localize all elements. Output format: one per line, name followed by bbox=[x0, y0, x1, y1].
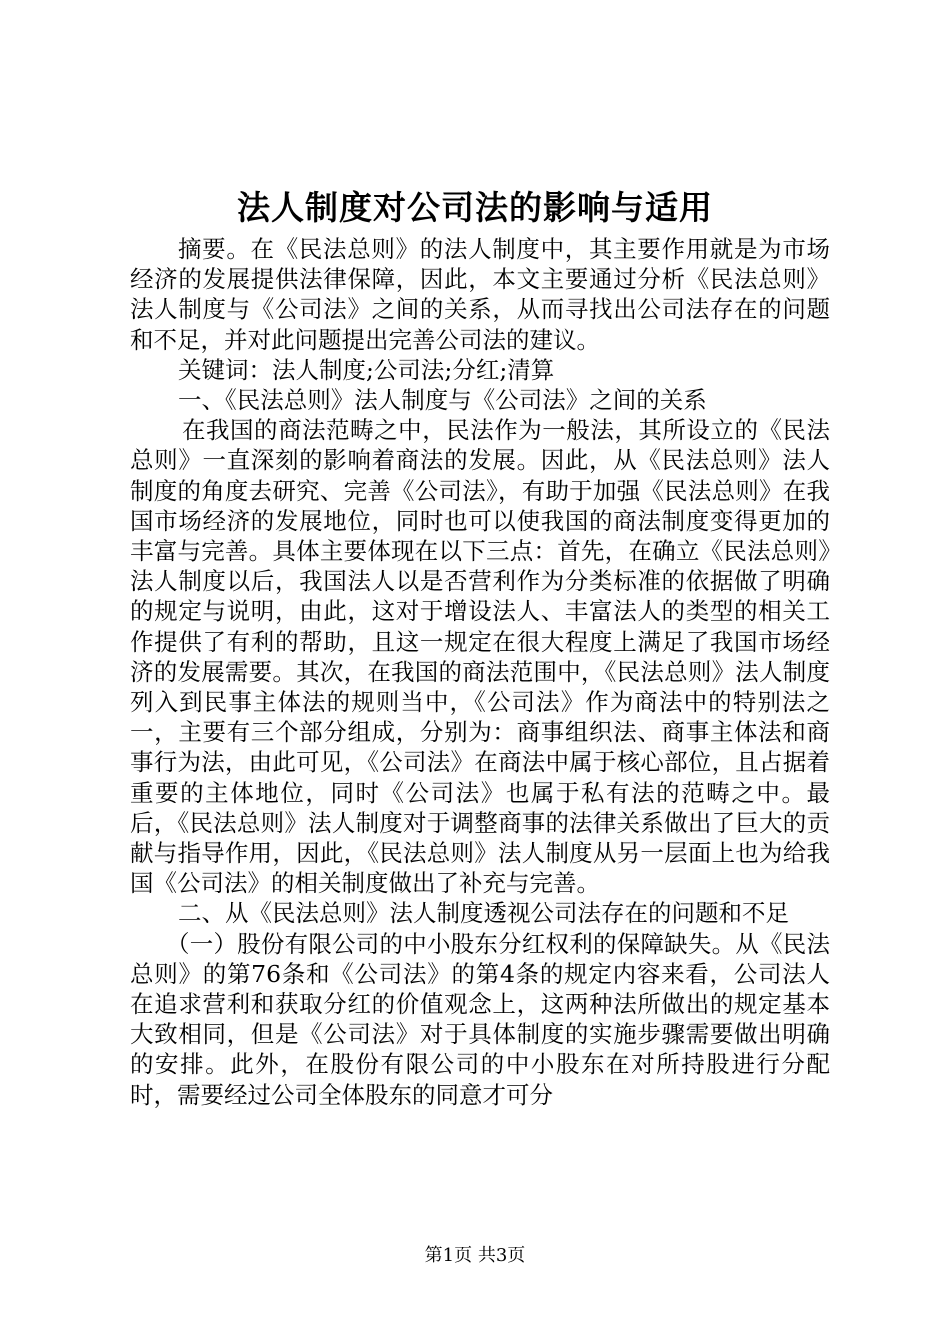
abstract-paragraph: 摘要。在《民法总则》的法人制度中，其主要作用就是为市场经济的发展提供法律保障，因此，本文主要通过分析《民法总则》法人制度与《公司法》之间的关系，从而寻找出公司法存在的问题和不足，并对此问题提出完善公司法的建议。 bbox=[130, 235, 830, 354]
document-body bbox=[130, 234, 830, 1110]
document-title: 法人制度对公司法的影响与适用 bbox=[237, 188, 713, 227]
section-heading-1: 一、《民法总则》法人制度与《公司法》之间的关系 bbox=[178, 386, 707, 415]
body-paragraph-2: （一）股份有限公司的中小股东分红权利的保障缺失。从《民法总则》的第76条和《公司法》的第4条的规定内容来看，公司法人在追求营利和获取分红的价值观念上，这两种法所做出的规定基本大致相同，但是《公司法》对于具体制度的实施步骤需要做出明确的安排。此外，在股份有限公司的中小股东在对所持股进行分配时，需要经过公司全体股东的同意才可分 bbox=[130, 929, 830, 1109]
page-number-footer: 第1页 共3页 bbox=[424, 1245, 526, 1266]
section-heading-2: 二、从《民法总则》法人制度透视公司法存在的问题和不足 bbox=[178, 899, 789, 928]
keywords-paragraph: 关键词：法人制度;公司法;分红;清算 bbox=[178, 355, 555, 384]
body-paragraph-1: 在我国的商法范畴之中，民法作为一般法，其所设立的《民法总则》一直深刻的影响着商法的发展。因此，从《民法总则》法人制度的角度去研究、完善《公司法》，有助于加强《民法总则》在我国市场经济的发展地位，同时也可以使我国的商法制度变得更加的丰富与完善。具体主要体现在以下三点：首先，在确立《民法总则》法人制度以后，我国法人以是否营利作为分类标准的依据做了明确的规定与说明，由此，这对于增设法人、丰富法人的类型的相关工作提供了有利的帮助，且这一规定在很大程度上满足了我国市场经济的发展需要。其次，在我国的商法范围中，《民法总则》法人制度列入到民事主体法的规则当中，《公司法》作为商法中的特别法之一，主要有三个部分组成，分别为：商事组织法、商事主体法和商事行为法，由此可见，《公司法》在商法中属于核心部位，且占据着重要的主体地位，同时《公司法》也属于私有法的范畴之中。最后，《民法总则》法人制度对于调整商事的法律关系做出了巨大的贡献与指导作用，因此，《民法总则》法人制度从另一层面上也为给我国《公司法》的相关制度做出了补充与完善。 bbox=[130, 416, 830, 898]
